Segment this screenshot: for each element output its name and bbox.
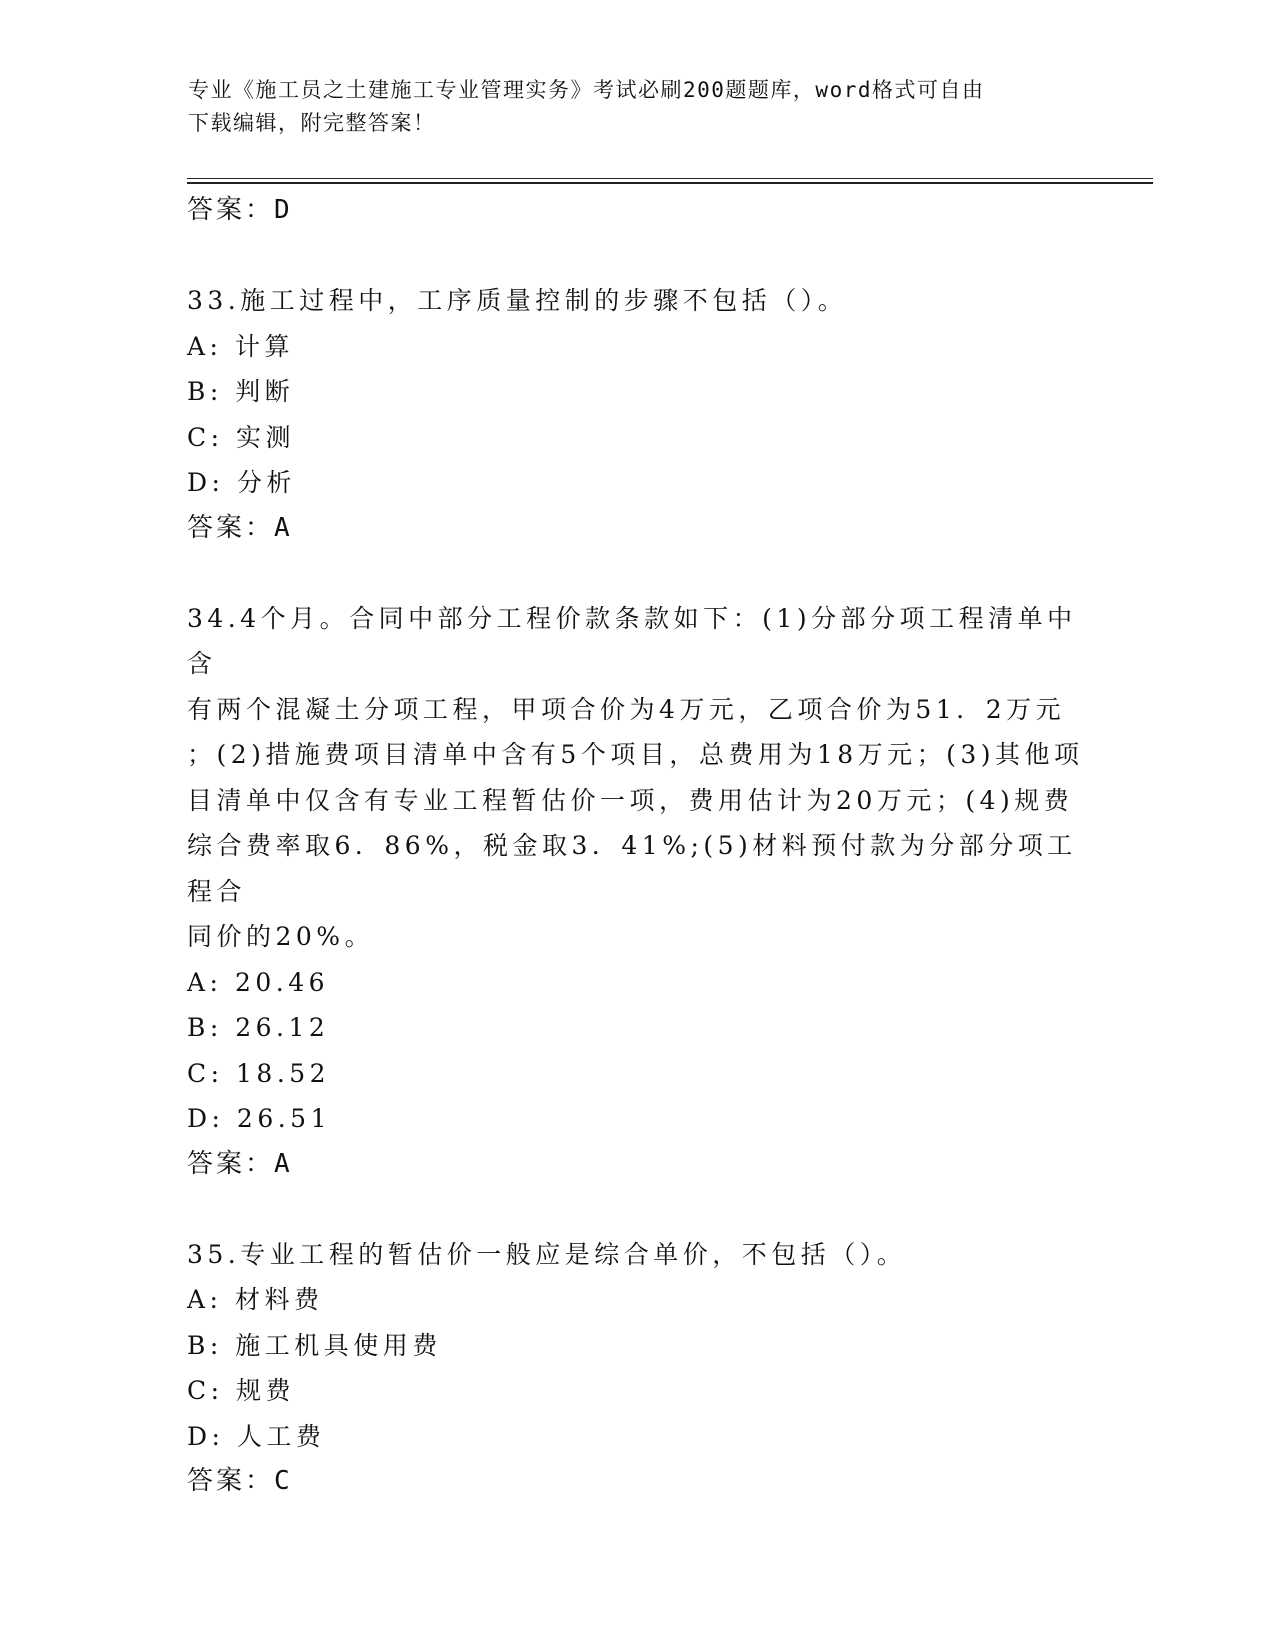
option-text: 26.51 [236, 1104, 331, 1133]
option-key: B: [187, 1013, 223, 1042]
answer-label: 答案： [187, 512, 275, 543]
question-35 [187, 1232, 1087, 1505]
option-key: C: [187, 422, 224, 452]
question-33 [187, 278, 1087, 551]
option-a [187, 960, 1087, 1006]
option-key: D: [187, 1104, 225, 1133]
option-text: 18.52 [236, 1058, 331, 1088]
question-stem [187, 596, 1087, 960]
stem-line: 目清单中仅含有专业工程暂估价一项，费用估计为20万元；(4)规费 [187, 785, 1074, 815]
option-key: B: [187, 1330, 223, 1360]
header-line-2: 下载编辑，附完整答案！ [188, 111, 436, 135]
option-c [187, 415, 1087, 461]
option-d [187, 1096, 1087, 1142]
question-stem: 35.专业工程的暂估价一般应是综合单价，不包括（）。 [187, 1239, 907, 1269]
spacer [187, 233, 1087, 278]
option-b [187, 1005, 1087, 1051]
stem-line: ；(2)措施费项目清单中含有5个项目，总费用为18万元；(3)其他项 [187, 740, 1084, 769]
header-divider [187, 178, 1153, 184]
stem-line: 34.4个月。合同中部分工程价款条款如下：(1)分部分项工程清单中含 [187, 603, 1077, 678]
option-a [187, 324, 1087, 370]
option-key: D: [187, 468, 225, 497]
option-b [187, 1323, 1087, 1369]
option-key: C: [187, 1376, 224, 1405]
answer-label: 答案： [187, 1148, 275, 1179]
answer-value: A [274, 512, 290, 543]
stem-line: 综合费率取6．86%，税金取3．41%;(5)材料预付款为分部分项工程合 [187, 831, 1077, 906]
option-c [187, 1368, 1087, 1414]
option-text: 实测 [236, 422, 296, 452]
option-text: 材料费 [234, 1285, 324, 1314]
option-key: A: [187, 1285, 223, 1314]
option-d [187, 460, 1087, 506]
option-text: 人工费 [236, 1421, 326, 1451]
answer [187, 1459, 1087, 1504]
answer [187, 1142, 1087, 1187]
document-header [188, 74, 1088, 140]
question-list [187, 188, 1087, 1504]
option-c [187, 1051, 1087, 1097]
option-d [187, 1414, 1087, 1460]
answer [187, 506, 1087, 551]
option-text: 计算 [234, 331, 294, 361]
option-text: 26.12 [235, 1013, 330, 1042]
option-key: D: [187, 1421, 225, 1451]
header-line-1: 专业《施工员之土建施工专业管理实务》考试必刷200题题库，word格式可自由 [188, 78, 985, 102]
option-key: A: [187, 331, 223, 361]
option-a [187, 1277, 1087, 1323]
question-34 [187, 596, 1087, 1187]
answer-value: A [274, 1148, 290, 1179]
stem-line: 同价的20%。 [187, 922, 375, 951]
answer-value: C [274, 1466, 290, 1496]
option-text: 判断 [235, 377, 295, 406]
stem-line: 有两个混凝土分项工程，甲项合价为4万元，乙项合价为51．2万元 [187, 694, 1066, 724]
question-stem: 33.施工过程中，工序质量控制的步骤不包括（）。 [187, 286, 848, 315]
option-text: 分析 [236, 468, 296, 497]
option-b [187, 369, 1087, 415]
previous-answer [187, 188, 1087, 233]
spacer [187, 551, 1087, 596]
spacer [187, 1187, 1087, 1232]
answer-value: D [274, 195, 290, 225]
option-text: 规费 [236, 1376, 296, 1405]
option-text: 20.46 [234, 967, 330, 997]
option-key: A: [187, 967, 223, 997]
option-text: 施工机具使用费 [235, 1330, 442, 1360]
answer-label: 答案： [187, 195, 275, 225]
option-key: C: [187, 1058, 224, 1088]
option-key: B: [187, 377, 223, 406]
answer-label: 答案： [187, 1466, 275, 1496]
